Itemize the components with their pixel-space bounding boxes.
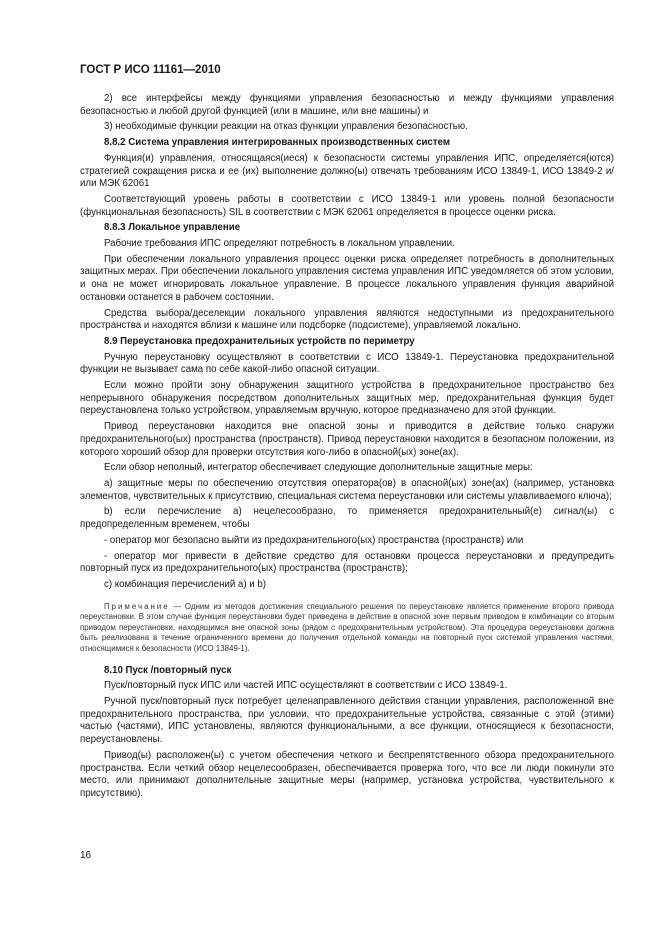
note: [80, 602, 614, 655]
paragraph: Привод переустановки находится вне опасной зоны и приводится в действие только снаружи предохранительного(ых) пространства (пространств). Привод переустановки находится в безопасном положении, из которого хороший обзор для проверки отсутствия кого-либо в опасной(ых) зоне(ах).: [80, 421, 614, 458]
list-item: - оператор мог привести в действие средство для остановки процесса переустановки и предупредить повторный пуск из предохранительного(ых) пространства (пространств);: [80, 550, 614, 575]
paragraph: Пуск/повторный пуск ИПС или частей ИПС осуществляют в соответствии с ИСО 13849-1.: [104, 680, 508, 692]
paragraph: Привод(ы) расположен(ы) с учетом обеспечения четкого и беспрепятственного обзора предохранительного пространства. Если четкий обзор нецелесообразен, обеспечивается проверка того, что все ли люди покинули это место, или принимают дополнительные защитные меры (например, установка устройства, чувствительного к присутствию).: [80, 749, 614, 799]
document-header: ГОСТ Р ИСО 11161—2010: [80, 64, 221, 76]
paragraph: Ручную переустановку осуществляют в соответствии с ИСО 13849-1. Переустановка предохранительной функции не вызывает сама по себе какой-либо опасной ситуации.: [80, 351, 614, 376]
document-body: [80, 93, 614, 804]
paragraph: Средства выбора/деселекции локального управления являются недоступными из предохранительного пространства и находятся вблизи к машине или подсборке (подсистеме), управляемой локально.: [80, 307, 614, 332]
section-heading-8-9: 8.9 Переустановка предохранительных устройств по периметру: [104, 335, 415, 347]
list-item: b) если перечисление a) нецелесообразно, то применяется предохранительный(е) сигнал(ы) с предопределенным временем, чтобы: [80, 506, 614, 531]
note-label: Примечание: [104, 601, 170, 611]
paragraph: Соответствующий уровень работы в соответствии с ИСО 13849-1 или уровень полной безопасности (функциональная безопасность) SIL в соответствии с МЭК 62061 определяется в процессе оценки риска.: [80, 193, 614, 218]
section-heading-8-8-3: 8.8.3 Локальное управление: [104, 222, 241, 234]
paragraph: Если обзор неполный, интегратор обеспечивает следующие дополнительные защитные меры:: [104, 462, 533, 474]
page-number: 16: [80, 850, 92, 861]
paragraph: 3) необходимые функции реакции на отказ функции управления безопасностью.: [104, 121, 468, 133]
paragraph: 2) все интерфейсы между функциями управления безопасностью и между функциями управления безопасностью и любой другой функцией (или в машине, или вне машины) и: [80, 93, 614, 117]
section-heading-8-8-2: 8.8.2 Система управления интегрированных производственных систем: [104, 137, 450, 149]
note-text: — Одним из методов достижения специального решения по переустановке является применение второго привода переустановки. В этом случае функция переустановки будет приведена в действие в опасной зоне первым приводом в комбинации со вторым приводом переустановки, находящимся вне опасной зоны (рядом с предохранительным устройством). Эта процедура переустановки должна быть реализована в течение ограниченного времени до получения отдельной команды на повторный пуск системой управления частями, относящимися к безопасности (ИСО 13849-1).: [80, 601, 614, 653]
list-item: - оператор мог безопасно выйти из предохранительного(ых) пространства (пространств) или: [104, 534, 524, 546]
paragraph: Функция(и) управления, относящаяся(иеся) к безопасности системы управления ИПС, определяется(ются) стратегией сокращения риска и ее (их) выполнение должно(ы) отвечать требованиям ИСО 13849-1, ИСО 13849-2 и/или МЭК 62061: [80, 152, 614, 190]
paragraph: Рабочие требования ИПС определяют потребность в локальном управлении.: [104, 238, 455, 250]
list-item: a) защитные меры по обеспечению отсутствия оператора(ов) в опасной(ых) зоне(ах) (например, установка элементов, чувствительных к присутствию, специальная система переустановки или системы улавливаемого ключа);: [80, 477, 614, 502]
paragraph: Если можно пройти зону обнаружения защитного устройства в предохранительное пространство без непрерывного обнаружения посредством дополнительных защитных мер, предохранительная функция будет переустановлена только устройством, управляемым вручную, которое предназначено для этой функции.: [80, 380, 614, 417]
list-item: c) комбинация перечислений a) и b): [104, 578, 266, 590]
paragraph: При обеспечении локального управления процесс оценки риска определяет потребность в дополнительных защитных мерах. При обеспечении локального управления система управления ИПС уведомляется об этом условии, и она не может игнорировать локальное управление. В процессе локального управления функция аварийной остановки останется в рабочем состоянии.: [80, 253, 614, 303]
section-heading-8-10: 8.10 Пуск /повторный пуск: [104, 664, 232, 676]
paragraph: Ручной пуск/повторный пуск потребует целенаправленного действия станции управления, расположенной вне предохранительного пространства, при условии, что предохранительные устройства, связанные с этой (этими) частью (частями), ИПС установлены, являются функциональными, а все функции, относящиеся к безопасности, переустановлены.: [80, 695, 614, 746]
